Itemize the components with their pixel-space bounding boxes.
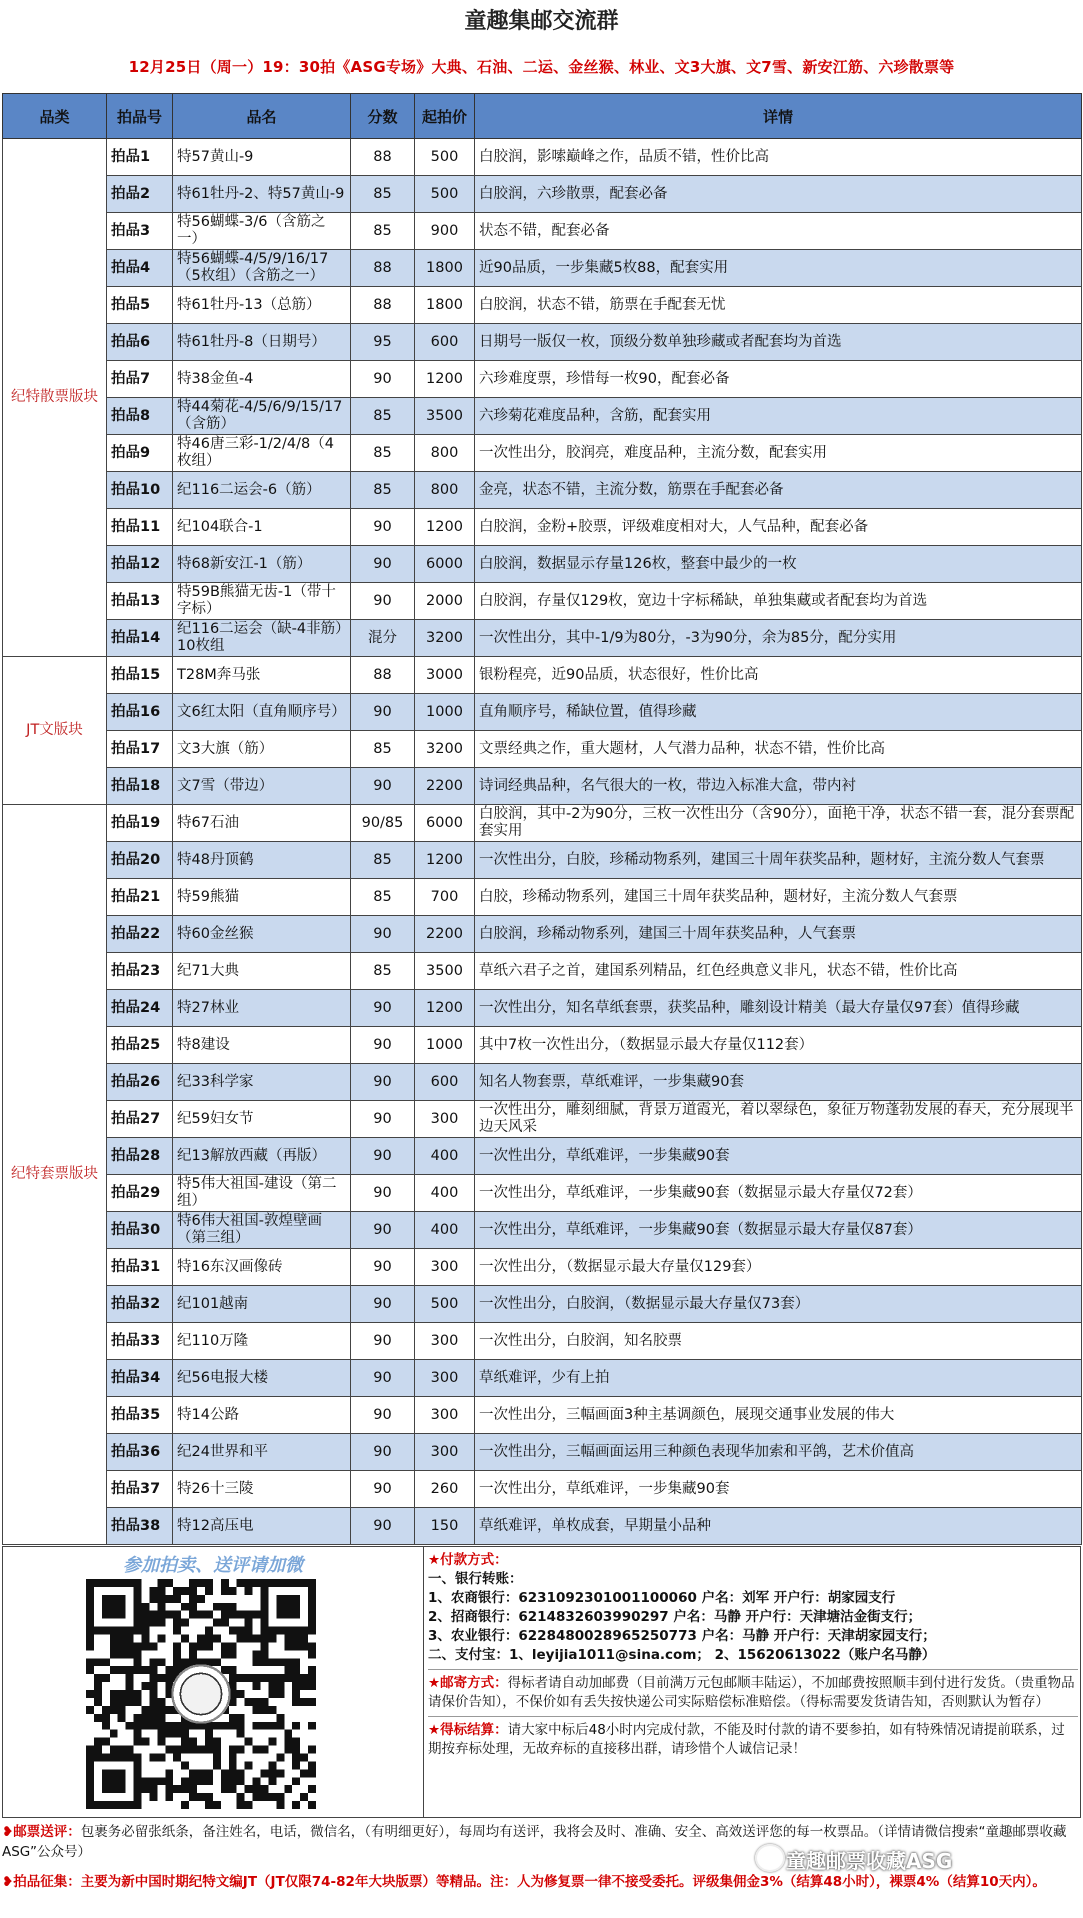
cell-detail: 草纸六君子之首，建国系列精品，红色经典意义非凡，状态不错，性价比高	[475, 953, 1082, 990]
cell-price: 300	[415, 1360, 475, 1397]
header-category: 品类	[3, 94, 107, 139]
cell-name: 特59B熊猫无齿-1（带十字标）	[173, 583, 351, 620]
payment-section	[428, 1551, 1078, 1665]
cell-lot: 拍品34	[107, 1360, 173, 1397]
cell-name: 特27林业	[173, 990, 351, 1027]
cell-name: 纪116二运会（缺-4非筋）10枚组	[173, 620, 351, 657]
cell-lot: 拍品10	[107, 472, 173, 509]
cell-lot: 拍品32	[107, 1286, 173, 1323]
payment-line: 3、农业银行：6228480028965250773 户名：马静 开户行：天津胡家园支行；	[428, 1628, 936, 1644]
cell-detail: 直角顺序号，稀缺位置，值得珍藏	[475, 694, 1082, 731]
cell-detail: 金亮，状态不错，主流分数，筋票在手配套必备	[475, 472, 1082, 509]
watermark: 童趣邮票收藏ASG	[786, 1849, 953, 1873]
table-row	[3, 1212, 1082, 1249]
cell-detail: 日期号一版仅一枚，顶级分数单独珍藏或者配套均为首选	[475, 324, 1082, 361]
cell-name: 纪33科学家	[173, 1064, 351, 1101]
cell-score: 90	[351, 768, 415, 805]
cell-detail: 一次性出分，白胶润，（数据显示最大存量仅73套）	[475, 1286, 1082, 1323]
cell-price: 900	[415, 213, 475, 250]
cell-lot: 拍品24	[107, 990, 173, 1027]
cell-score: 90	[351, 1101, 415, 1138]
cell-price: 1200	[415, 990, 475, 1027]
cell-price: 800	[415, 435, 475, 472]
wechat-icon	[755, 1844, 785, 1872]
cell-score: 90	[351, 583, 415, 620]
cell-name: 特56蝴蝶-3/6（含筋之一）	[173, 213, 351, 250]
cell-name: 文3大旗（筋）	[173, 731, 351, 768]
cell-detail: 一次性出分，草纸难评，一步集藏90套	[475, 1471, 1082, 1508]
cell-detail: 一次性出分，白胶，珍稀动物系列，建国三十周年获奖品种，题材好，主流分数人气套票	[475, 842, 1082, 879]
cell-lot: 拍品31	[107, 1249, 173, 1286]
cell-score: 90	[351, 1027, 415, 1064]
table-row	[3, 1249, 1082, 1286]
appraisal-note-text: 包裹务必留张纸条，备注姓名，电话，微信名，（有明细更好），每周均有送评，我将会及时、准确、安全、高效送评您的每一枚票品。（详情请微信搜索“童趣邮票收藏ASG”公众号）	[2, 1824, 1067, 1860]
table-row	[3, 953, 1082, 990]
cell-lot: 拍品16	[107, 694, 173, 731]
cell-price: 300	[415, 1397, 475, 1434]
table-row	[3, 213, 1082, 250]
cell-lot: 拍品13	[107, 583, 173, 620]
cell-lot: 拍品6	[107, 324, 173, 361]
cell-detail: 白胶润，影嗦巅峰之作，品质不错，性价比高	[475, 139, 1082, 176]
cell-score: 90	[351, 1471, 415, 1508]
payment-line: 2、招商银行：6214832603990297 户名：马静 开户行：天津塘沽金街支行；	[428, 1609, 922, 1625]
cell-price: 2000	[415, 583, 475, 620]
cell-price: 1200	[415, 509, 475, 546]
table-row	[3, 1138, 1082, 1175]
cell-score: 90/85	[351, 805, 415, 842]
table-row	[3, 657, 1082, 694]
payment-line: 一、银行转账：	[428, 1571, 523, 1587]
cell-detail: 六珍菊花难度品种，含筋，配套实用	[475, 398, 1082, 435]
page-title: 童趣集邮交流群	[464, 9, 619, 34]
cell-score: 90	[351, 1286, 415, 1323]
cell-score: 88	[351, 139, 415, 176]
cell-lot: 拍品8	[107, 398, 173, 435]
cell-price: 1200	[415, 361, 475, 398]
cell-price: 500	[415, 1286, 475, 1323]
cell-score: 85	[351, 731, 415, 768]
cell-price: 400	[415, 1175, 475, 1212]
header-lot: 拍品号	[107, 94, 173, 139]
cell-price: 400	[415, 1212, 475, 1249]
table-row	[3, 1323, 1082, 1360]
cell-lot: 拍品1	[107, 139, 173, 176]
payment-line: 1、农商银行：6231092301001100060 户名：刘军 开户行：胡家园支行	[428, 1590, 896, 1606]
cell-price: 150	[415, 1508, 475, 1545]
cell-score: 85	[351, 213, 415, 250]
cell-detail: 一次性出分，三幅画面3种主基调颜色，展现交通事业发展的伟大	[475, 1397, 1082, 1434]
table-row	[3, 287, 1082, 324]
table-row	[3, 694, 1082, 731]
cell-lot: 拍品25	[107, 1027, 173, 1064]
cell-score: 85	[351, 176, 415, 213]
table-row	[3, 250, 1082, 287]
cell-score: 90	[351, 694, 415, 731]
table-row	[3, 620, 1082, 657]
cell-detail: 一次性出分，草纸难评，一步集藏90套（数据显示最大存量仅87套）	[475, 1212, 1082, 1249]
cell-lot: 拍品4	[107, 250, 173, 287]
payment-title: ★付款方式：	[428, 1552, 508, 1568]
cell-lot: 拍品38	[107, 1508, 173, 1545]
cell-score: 90	[351, 1397, 415, 1434]
cell-name: 特5伟大祖国-建设（第二组）	[173, 1175, 351, 1212]
cell-detail: 文票经典之作，重大题材，人气潜力品种，状态不错，性价比高	[475, 731, 1082, 768]
cell-name: 特56蝴蝶-4/5/9/16/17（5枚组）（含筋之一）	[173, 250, 351, 287]
cell-detail: 草纸难评，单枚成套，早期量小品种	[475, 1508, 1082, 1545]
cell-detail: 一次性出分，其中-1/9为80分，-3为90分，余为85分，配分实用	[475, 620, 1082, 657]
cell-score: 90	[351, 1434, 415, 1471]
collection-note: ❥拍品征集：主要为新中国时期纪特文编JT（JT仅限74-82年大块版票）等精品。注：人为修复票一律不接受委托。评级集佣金3%（结算48小时），裸票4%（结算10天内）。	[2, 1874, 1046, 1890]
cell-lot: 拍品9	[107, 435, 173, 472]
table-row	[3, 842, 1082, 879]
cell-price: 500	[415, 139, 475, 176]
table-row	[3, 361, 1082, 398]
cell-lot: 拍品28	[107, 1138, 173, 1175]
cell-detail: 知名人物套票，草纸难评，一步集藏90套	[475, 1064, 1082, 1101]
cell-price: 700	[415, 879, 475, 916]
cell-price: 2200	[415, 916, 475, 953]
info-panel	[2, 1546, 1081, 1818]
table-row	[3, 1360, 1082, 1397]
cell-price: 300	[415, 1434, 475, 1471]
cell-score: 90	[351, 1508, 415, 1545]
payment-info	[428, 1551, 1078, 1763]
cell-score: 90	[351, 361, 415, 398]
cell-name: 特60金丝猴	[173, 916, 351, 953]
table-row	[3, 1397, 1082, 1434]
cell-score: 88	[351, 250, 415, 287]
table-row	[3, 768, 1082, 805]
cell-price: 3500	[415, 953, 475, 990]
cell-score: 85	[351, 953, 415, 990]
cell-lot: 拍品26	[107, 1064, 173, 1101]
cell-score: 90	[351, 1249, 415, 1286]
cell-lot: 拍品20	[107, 842, 173, 879]
table-row	[3, 139, 1082, 176]
category-cell: 纪特散票版块	[3, 139, 107, 657]
cell-lot: 拍品15	[107, 657, 173, 694]
cell-score: 90	[351, 1064, 415, 1101]
cell-name: 特12高压电	[173, 1508, 351, 1545]
settle-text: 请大家中标后48小时内完成付款，不能及时付款的请不要参拍，如有特殊情况请提前联系，过期按弃标处理，无故弃标的直接移出群，请珍惜个人诚信记录！	[428, 1722, 1065, 1757]
shipping-title: ★邮寄方式：	[428, 1675, 508, 1691]
cell-score: 88	[351, 287, 415, 324]
cell-lot: 拍品35	[107, 1397, 173, 1434]
cell-detail: 一次性出分，（数据显示最大存量仅129套）	[475, 1249, 1082, 1286]
header-price: 起拍价	[415, 94, 475, 139]
cell-lot: 拍品7	[107, 361, 173, 398]
table-row	[3, 583, 1082, 620]
cell-name: 特44菊花-4/5/6/9/15/17（含筋）	[173, 398, 351, 435]
table-row	[3, 990, 1082, 1027]
cell-score: 85	[351, 398, 415, 435]
qr-code-icon	[83, 1579, 319, 1809]
appraisal-note-title: ❥邮票送评：	[2, 1824, 81, 1840]
cell-lot: 拍品21	[107, 879, 173, 916]
cell-detail: 一次性出分，草纸难评，一步集藏90套（数据显示最大存量仅72套）	[475, 1175, 1082, 1212]
cell-detail: 白胶润，金粉+胶票，评级难度相对大，人气品种，配套必备	[475, 509, 1082, 546]
settle-section	[428, 1721, 1078, 1759]
header-detail: 详情	[475, 94, 1082, 139]
cell-name: 特61牡丹-2、特57黄山-9	[173, 176, 351, 213]
cell-score: 88	[351, 657, 415, 694]
cell-lot: 拍品30	[107, 1212, 173, 1249]
table-row	[3, 1434, 1082, 1471]
table-row	[3, 1175, 1082, 1212]
settle-title: ★得标结算：	[428, 1722, 508, 1738]
cell-price: 300	[415, 1323, 475, 1360]
cell-lot: 拍品2	[107, 176, 173, 213]
cell-detail: 状态不错，配套必备	[475, 213, 1082, 250]
cell-name: 纪24世界和平	[173, 1434, 351, 1471]
cell-score: 90	[351, 1212, 415, 1249]
cell-lot: 拍品36	[107, 1434, 173, 1471]
cell-detail: 一次性出分，雕刻细腻，背景万道霞光，着以翠绿色，象征万物蓬勃发展的春天，充分展现半边天风采	[475, 1101, 1082, 1138]
header-score: 分数	[351, 94, 415, 139]
cell-name: 特14公路	[173, 1397, 351, 1434]
cell-detail: 一次性出分，草纸难评，一步集藏90套	[475, 1138, 1082, 1175]
table-row	[3, 916, 1082, 953]
cell-score: 90	[351, 509, 415, 546]
cell-price: 800	[415, 472, 475, 509]
cell-detail: 一次性出分，知名草纸套票，获奖品种，雕刻设计精美（最大存量仅97套）值得珍藏	[475, 990, 1082, 1027]
cell-price: 1800	[415, 250, 475, 287]
cell-score: 85	[351, 435, 415, 472]
table-row	[3, 398, 1082, 435]
cell-name: 特61牡丹-13（总筋）	[173, 287, 351, 324]
cell-detail: 白胶润，状态不错，筋票在手配套无忧	[475, 287, 1082, 324]
cell-price: 3500	[415, 398, 475, 435]
cell-detail: 白胶润，数据显示存量126枚，整套中最少的一枚	[475, 546, 1082, 583]
table-row	[3, 1064, 1082, 1101]
table-row	[3, 1286, 1082, 1323]
cell-name: 纪56电报大楼	[173, 1360, 351, 1397]
cell-score: 90	[351, 990, 415, 1027]
cell-name: 纪101越南	[173, 1286, 351, 1323]
cell-score: 混分	[351, 620, 415, 657]
cell-name: 特6伟大祖国-敦煌壁画（第三组）	[173, 1212, 351, 1249]
cell-lot: 拍品27	[107, 1101, 173, 1138]
cell-name: 特38金鱼-4	[173, 361, 351, 398]
cell-name: 纪71大典	[173, 953, 351, 990]
cell-score: 90	[351, 1360, 415, 1397]
cell-score: 95	[351, 324, 415, 361]
cell-detail: 六珍难度票，珍惜每一枚90，配套必备	[475, 361, 1082, 398]
cell-price: 400	[415, 1138, 475, 1175]
cell-price: 3200	[415, 731, 475, 768]
cell-detail: 一次性出分，三幅画面运用三种颜色表现华加索和平鸽，艺术价值高	[475, 1434, 1082, 1471]
cell-price: 6000	[415, 546, 475, 583]
cell-name: 特46唐三彩-1/2/4/8（4枚组）	[173, 435, 351, 472]
page-subtitle: 12月25日（周一）19：30拍《ASG专场》大典、石油、二运、金丝猴、林业、文3大旗、文7雪、新安江筋、六珍散票等	[128, 58, 955, 76]
cell-price: 260	[415, 1471, 475, 1508]
cell-lot: 拍品5	[107, 287, 173, 324]
cell-detail: 一次性出分，白胶润，知名胶票	[475, 1323, 1082, 1360]
table-row	[3, 1508, 1082, 1545]
cell-name: 文6红太阳（直角顺序号）	[173, 694, 351, 731]
cell-lot: 拍品33	[107, 1323, 173, 1360]
cell-score: 85	[351, 472, 415, 509]
table-row	[3, 324, 1082, 361]
cell-detail: 其中7枚一次性出分，（数据显示最大存量仅112套）	[475, 1027, 1082, 1064]
cell-score: 90	[351, 916, 415, 953]
cell-name: 特16东汉画像砖	[173, 1249, 351, 1286]
cell-price: 600	[415, 1064, 475, 1101]
cell-price: 500	[415, 176, 475, 213]
cell-detail: 草纸难评，少有上拍	[475, 1360, 1082, 1397]
table-row	[3, 879, 1082, 916]
cell-score: 90	[351, 1175, 415, 1212]
table-row	[3, 1471, 1082, 1508]
cell-price: 300	[415, 1101, 475, 1138]
table-header-row	[3, 94, 1082, 139]
cell-price: 600	[415, 324, 475, 361]
cell-name: 特59熊猫	[173, 879, 351, 916]
shipping-section	[428, 1674, 1078, 1712]
table-row	[3, 435, 1082, 472]
cell-score: 85	[351, 879, 415, 916]
table-row	[3, 1101, 1082, 1138]
cell-lot: 拍品37	[107, 1471, 173, 1508]
table-row	[3, 1027, 1082, 1064]
cell-name: 纪116二运会-6（筋）	[173, 472, 351, 509]
cell-name: 文7雪（带边）	[173, 768, 351, 805]
cell-name: 纪110万隆	[173, 1323, 351, 1360]
cell-lot: 拍品17	[107, 731, 173, 768]
table-row	[3, 546, 1082, 583]
cell-price: 6000	[415, 805, 475, 842]
cell-name: 特8建设	[173, 1027, 351, 1064]
cell-price: 1000	[415, 694, 475, 731]
table-row	[3, 731, 1082, 768]
table-row	[3, 805, 1082, 842]
qr-section	[3, 1547, 424, 1817]
cell-detail: 白胶润，珍稀动物系列，建国三十周年获奖品种，人气套票	[475, 916, 1082, 953]
cell-score: 85	[351, 842, 415, 879]
cell-score: 90	[351, 1138, 415, 1175]
cell-name: 纪59妇女节	[173, 1101, 351, 1138]
payment-line: 二、支付宝：1、leyijia1011@sina.com； 2、15620613022（账户名马静）	[428, 1647, 936, 1663]
cell-price: 3000	[415, 657, 475, 694]
cell-lot: 拍品18	[107, 768, 173, 805]
cell-lot: 拍品22	[107, 916, 173, 953]
cell-detail: 银粉程亮，近90品质，状态很好，性价比高	[475, 657, 1082, 694]
table-row	[3, 472, 1082, 509]
cell-price: 1800	[415, 287, 475, 324]
table-row	[3, 509, 1082, 546]
cell-name: T28M奔马张	[173, 657, 351, 694]
cell-price: 1200	[415, 842, 475, 879]
cell-price: 1000	[415, 1027, 475, 1064]
cell-detail: 白胶润，存量仅129枚，宽边十字标稀缺，单独集藏或者配套均为首选	[475, 583, 1082, 620]
category-cell: 纪特套票版块	[3, 805, 107, 1545]
cell-score: 90	[351, 1323, 415, 1360]
cell-lot: 拍品29	[107, 1175, 173, 1212]
cell-detail: 诗词经典品种，名气很大的一枚，带边入标准大盒，带内衬	[475, 768, 1082, 805]
cell-lot: 拍品3	[107, 213, 173, 250]
auction-table	[2, 93, 1082, 1545]
cell-price: 2200	[415, 768, 475, 805]
header-name: 品名	[173, 94, 351, 139]
cell-name: 特67石油	[173, 805, 351, 842]
cell-detail: 白胶润，六珍散票，配套必备	[475, 176, 1082, 213]
qr-caption: 参加拍卖、送评请加微	[123, 1555, 303, 1576]
table-row	[3, 176, 1082, 213]
cell-detail: 白胶润，其中-2为90分，三枚一次性出分（含90分），面艳干净，状态不错一套，混分套票配套实用	[475, 805, 1082, 842]
cell-lot: 拍品23	[107, 953, 173, 990]
cell-name: 纪13解放西藏（再版）	[173, 1138, 351, 1175]
cell-lot: 拍品11	[107, 509, 173, 546]
cell-name: 特57黄山-9	[173, 139, 351, 176]
cell-lot: 拍品19	[107, 805, 173, 842]
cell-lot: 拍品14	[107, 620, 173, 657]
cell-name: 特61牡丹-8（日期号）	[173, 324, 351, 361]
cell-price: 3200	[415, 620, 475, 657]
cell-price: 300	[415, 1249, 475, 1286]
cell-detail: 白胶，珍稀动物系列，建国三十周年获奖品种，题材好，主流分数人气套票	[475, 879, 1082, 916]
cell-detail: 一次性出分，胶润亮，难度品种，主流分数，配套实用	[475, 435, 1082, 472]
cell-name: 特68新安江-1（筋）	[173, 546, 351, 583]
cell-detail: 近90品质，一步集藏5枚88，配套实用	[475, 250, 1082, 287]
cell-lot: 拍品12	[107, 546, 173, 583]
cell-name: 纪104联合-1	[173, 509, 351, 546]
cell-name: 特26十三陵	[173, 1471, 351, 1508]
cell-name: 特48丹顶鹤	[173, 842, 351, 879]
cell-score: 90	[351, 546, 415, 583]
category-cell: JT文版块	[3, 657, 107, 805]
shipping-text: 得标者请自动加邮费（目前满万元包邮顺丰陆运），不加邮费按照顺丰到付进行发货。（贵重物品请保价告知），不保价如有丢失按快递公司实际赔偿标准赔偿。（得标需要发货请告知，否则默认为暂存）	[428, 1675, 1075, 1710]
